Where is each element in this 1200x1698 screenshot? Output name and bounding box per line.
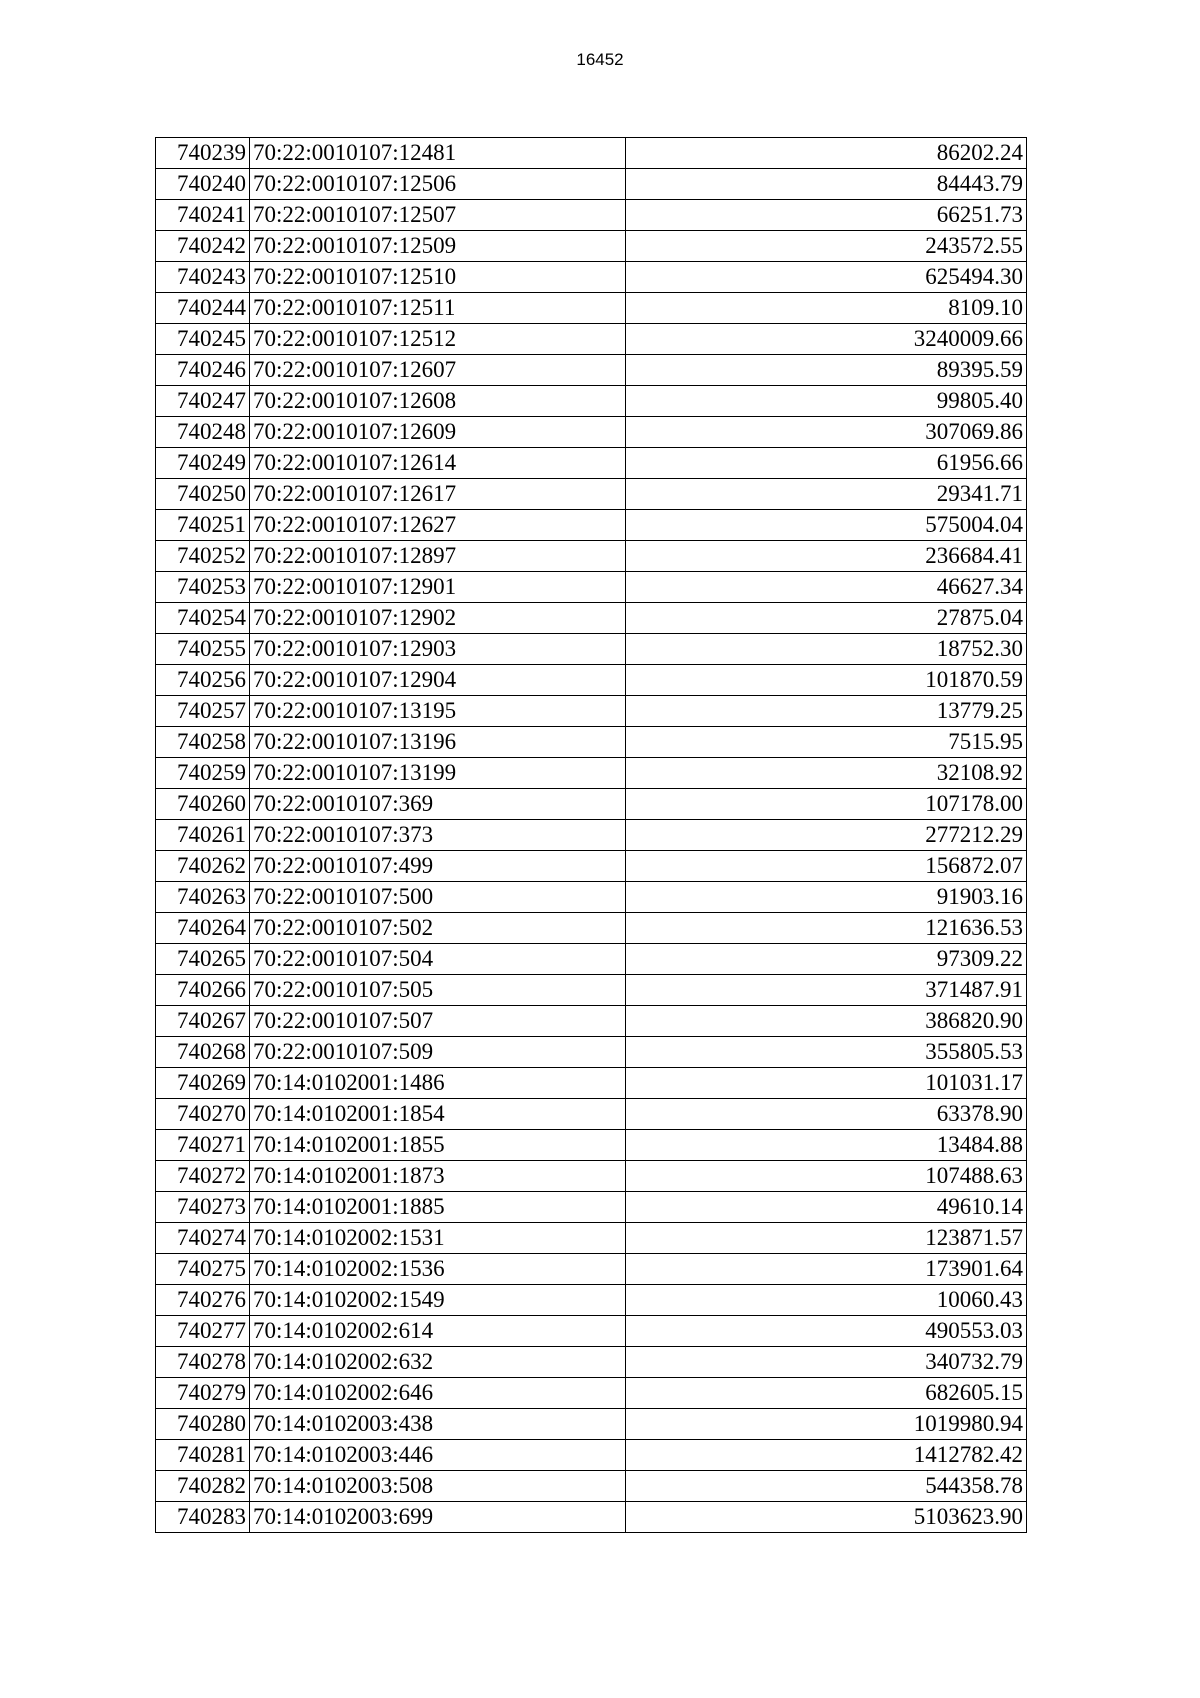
- cadastral-number-cell: 70:22:0010107:12903: [250, 634, 626, 665]
- table-row: [156, 417, 1027, 448]
- table-row: [156, 1192, 1027, 1223]
- table-row: [156, 324, 1027, 355]
- row-number-cell: 740265: [156, 944, 250, 975]
- row-number-cell: 740239: [156, 138, 250, 169]
- cadastral-number-cell: 70:14:0102001:1855: [250, 1130, 626, 1161]
- value-cell: 1412782.42: [626, 1440, 1027, 1471]
- table-row: [156, 1378, 1027, 1409]
- value-cell: 544358.78: [626, 1471, 1027, 1502]
- table-row: [156, 1037, 1027, 1068]
- row-number-cell: 740241: [156, 200, 250, 231]
- value-cell: 46627.34: [626, 572, 1027, 603]
- table-row: [156, 975, 1027, 1006]
- table-row: [156, 1440, 1027, 1471]
- row-number-cell: 740257: [156, 696, 250, 727]
- row-number-cell: 740281: [156, 1440, 250, 1471]
- value-cell: 575004.04: [626, 510, 1027, 541]
- row-number-cell: 740273: [156, 1192, 250, 1223]
- table-row: [156, 944, 1027, 975]
- cadastral-number-cell: 70:14:0102002:1531: [250, 1223, 626, 1254]
- cadastral-number-cell: 70:22:0010107:12507: [250, 200, 626, 231]
- value-cell: 236684.41: [626, 541, 1027, 572]
- row-number-cell: 740240: [156, 169, 250, 200]
- value-cell: 107488.63: [626, 1161, 1027, 1192]
- value-cell: 123871.57: [626, 1223, 1027, 1254]
- table-row: [156, 169, 1027, 200]
- cadastral-number-cell: 70:22:0010107:13199: [250, 758, 626, 789]
- cadastral-number-cell: 70:22:0010107:12627: [250, 510, 626, 541]
- table-row: [156, 479, 1027, 510]
- row-number-cell: 740250: [156, 479, 250, 510]
- cadastral-number-cell: 70:22:0010107:12607: [250, 355, 626, 386]
- cadastral-number-cell: 70:22:0010107:505: [250, 975, 626, 1006]
- table-row: [156, 262, 1027, 293]
- cadastral-number-cell: 70:14:0102003:508: [250, 1471, 626, 1502]
- value-cell: 625494.30: [626, 262, 1027, 293]
- table-row: [156, 1285, 1027, 1316]
- cadastral-number-cell: 70:22:0010107:12902: [250, 603, 626, 634]
- row-number-cell: 740263: [156, 882, 250, 913]
- table-row: [156, 789, 1027, 820]
- cadastral-number-cell: 70:14:0102001:1486: [250, 1068, 626, 1099]
- cadastral-number-cell: 70:22:0010107:12617: [250, 479, 626, 510]
- row-number-cell: 740246: [156, 355, 250, 386]
- row-number-cell: 740247: [156, 386, 250, 417]
- cadastral-number-cell: 70:14:0102002:1549: [250, 1285, 626, 1316]
- value-cell: 86202.24: [626, 138, 1027, 169]
- row-number-cell: 740270: [156, 1099, 250, 1130]
- table-body: [156, 138, 1027, 1533]
- value-cell: 13484.88: [626, 1130, 1027, 1161]
- cadastral-number-cell: 70:22:0010107:500: [250, 882, 626, 913]
- value-cell: 13779.25: [626, 696, 1027, 727]
- cadastral-number-cell: 70:22:0010107:509: [250, 1037, 626, 1068]
- value-cell: 490553.03: [626, 1316, 1027, 1347]
- cadastral-number-cell: 70:22:0010107:369: [250, 789, 626, 820]
- cadastral-number-cell: 70:14:0102003:446: [250, 1440, 626, 1471]
- value-cell: 10060.43: [626, 1285, 1027, 1316]
- row-number-cell: 740253: [156, 572, 250, 603]
- cadastral-number-cell: 70:14:0102002:632: [250, 1347, 626, 1378]
- value-cell: 29341.71: [626, 479, 1027, 510]
- row-number-cell: 740252: [156, 541, 250, 572]
- row-number-cell: 740245: [156, 324, 250, 355]
- cadastral-number-cell: 70:14:0102001:1885: [250, 1192, 626, 1223]
- cadastral-number-cell: 70:22:0010107:499: [250, 851, 626, 882]
- table-row: [156, 200, 1027, 231]
- row-number-cell: 740258: [156, 727, 250, 758]
- table-row: [156, 820, 1027, 851]
- table-row: [156, 634, 1027, 665]
- row-number-cell: 740261: [156, 820, 250, 851]
- value-cell: 32108.92: [626, 758, 1027, 789]
- table-row: [156, 572, 1027, 603]
- value-cell: 99805.40: [626, 386, 1027, 417]
- row-number-cell: 740248: [156, 417, 250, 448]
- row-number-cell: 740244: [156, 293, 250, 324]
- value-cell: 156872.07: [626, 851, 1027, 882]
- row-number-cell: 740282: [156, 1471, 250, 1502]
- table-row: [156, 758, 1027, 789]
- value-cell: 3240009.66: [626, 324, 1027, 355]
- value-cell: 371487.91: [626, 975, 1027, 1006]
- row-number-cell: 740272: [156, 1161, 250, 1192]
- table-row: [156, 1254, 1027, 1285]
- cadastral-number-cell: 70:14:0102001:1873: [250, 1161, 626, 1192]
- value-cell: 355805.53: [626, 1037, 1027, 1068]
- row-number-cell: 740276: [156, 1285, 250, 1316]
- cadastral-number-cell: 70:14:0102002:646: [250, 1378, 626, 1409]
- row-number-cell: 740242: [156, 231, 250, 262]
- row-number-cell: 740271: [156, 1130, 250, 1161]
- cadastral-value-table: [155, 137, 1027, 1533]
- table-row: [156, 541, 1027, 572]
- cadastral-number-cell: 70:22:0010107:13196: [250, 727, 626, 758]
- row-number-cell: 740259: [156, 758, 250, 789]
- value-cell: 18752.30: [626, 634, 1027, 665]
- cadastral-number-cell: 70:22:0010107:12904: [250, 665, 626, 696]
- value-cell: 682605.15: [626, 1378, 1027, 1409]
- value-cell: 63378.90: [626, 1099, 1027, 1130]
- cadastral-number-cell: 70:22:0010107:12509: [250, 231, 626, 262]
- row-number-cell: 740268: [156, 1037, 250, 1068]
- table-row: [156, 355, 1027, 386]
- table-row: [156, 1471, 1027, 1502]
- value-cell: 27875.04: [626, 603, 1027, 634]
- value-cell: 91903.16: [626, 882, 1027, 913]
- row-number-cell: 740269: [156, 1068, 250, 1099]
- row-number-cell: 740249: [156, 448, 250, 479]
- row-number-cell: 740262: [156, 851, 250, 882]
- value-cell: 101031.17: [626, 1068, 1027, 1099]
- value-cell: 386820.90: [626, 1006, 1027, 1037]
- row-number-cell: 740256: [156, 665, 250, 696]
- value-cell: 61956.66: [626, 448, 1027, 479]
- table-row: [156, 1161, 1027, 1192]
- table-row: [156, 727, 1027, 758]
- cadastral-number-cell: 70:14:0102003:438: [250, 1409, 626, 1440]
- value-cell: 97309.22: [626, 944, 1027, 975]
- table-row: [156, 1409, 1027, 1440]
- value-cell: 243572.55: [626, 231, 1027, 262]
- row-number-cell: 740283: [156, 1502, 250, 1533]
- value-cell: 101870.59: [626, 665, 1027, 696]
- row-number-cell: 740274: [156, 1223, 250, 1254]
- table-row: [156, 1099, 1027, 1130]
- table-row: [156, 1068, 1027, 1099]
- table-row: [156, 510, 1027, 541]
- value-cell: 49610.14: [626, 1192, 1027, 1223]
- table-row: [156, 665, 1027, 696]
- cadastral-number-cell: 70:22:0010107:12901: [250, 572, 626, 603]
- row-number-cell: 740260: [156, 789, 250, 820]
- row-number-cell: 740266: [156, 975, 250, 1006]
- cadastral-number-cell: 70:14:0102003:699: [250, 1502, 626, 1533]
- value-cell: 277212.29: [626, 820, 1027, 851]
- table-row: [156, 1130, 1027, 1161]
- cadastral-number-cell: 70:14:0102002:1536: [250, 1254, 626, 1285]
- cadastral-number-cell: 70:22:0010107:12481: [250, 138, 626, 169]
- row-number-cell: 740275: [156, 1254, 250, 1285]
- value-cell: 89395.59: [626, 355, 1027, 386]
- row-number-cell: 740255: [156, 634, 250, 665]
- table-row: [156, 696, 1027, 727]
- cadastral-number-cell: 70:22:0010107:12506: [250, 169, 626, 200]
- value-cell: 307069.86: [626, 417, 1027, 448]
- row-number-cell: 740279: [156, 1378, 250, 1409]
- cadastral-number-cell: 70:22:0010107:12609: [250, 417, 626, 448]
- table-row: [156, 1347, 1027, 1378]
- cadastral-number-cell: 70:22:0010107:12512: [250, 324, 626, 355]
- table-row: [156, 1316, 1027, 1347]
- cadastral-number-cell: 70:22:0010107:507: [250, 1006, 626, 1037]
- table-row: [156, 386, 1027, 417]
- table-row: [156, 138, 1027, 169]
- table-row: [156, 1223, 1027, 1254]
- table-row: [156, 882, 1027, 913]
- cadastral-number-cell: 70:22:0010107:504: [250, 944, 626, 975]
- cadastral-number-cell: 70:14:0102001:1854: [250, 1099, 626, 1130]
- value-cell: 7515.95: [626, 727, 1027, 758]
- row-number-cell: 740280: [156, 1409, 250, 1440]
- row-number-cell: 740267: [156, 1006, 250, 1037]
- row-number-cell: 740264: [156, 913, 250, 944]
- table-row: [156, 231, 1027, 262]
- value-cell: 5103623.90: [626, 1502, 1027, 1533]
- row-number-cell: 740251: [156, 510, 250, 541]
- cadastral-number-cell: 70:22:0010107:13195: [250, 696, 626, 727]
- page-number: 16452: [576, 50, 624, 69]
- cadastral-number-cell: 70:22:0010107:12608: [250, 386, 626, 417]
- cadastral-number-cell: 70:22:0010107:502: [250, 913, 626, 944]
- cadastral-number-cell: 70:22:0010107:12897: [250, 541, 626, 572]
- row-number-cell: 740254: [156, 603, 250, 634]
- table-row: [156, 448, 1027, 479]
- table-row: [156, 1006, 1027, 1037]
- table-row: [156, 913, 1027, 944]
- table-row: [156, 293, 1027, 324]
- row-number-cell: 740243: [156, 262, 250, 293]
- row-number-cell: 740278: [156, 1347, 250, 1378]
- cadastral-number-cell: 70:22:0010107:373: [250, 820, 626, 851]
- value-cell: 84443.79: [626, 169, 1027, 200]
- cadastral-number-cell: 70:22:0010107:12511: [250, 293, 626, 324]
- value-cell: 340732.79: [626, 1347, 1027, 1378]
- value-cell: 66251.73: [626, 200, 1027, 231]
- value-cell: 107178.00: [626, 789, 1027, 820]
- cadastral-number-cell: 70:14:0102002:614: [250, 1316, 626, 1347]
- value-cell: 121636.53: [626, 913, 1027, 944]
- row-number-cell: 740277: [156, 1316, 250, 1347]
- cadastral-number-cell: 70:22:0010107:12614: [250, 448, 626, 479]
- value-cell: 173901.64: [626, 1254, 1027, 1285]
- cadastral-number-cell: 70:22:0010107:12510: [250, 262, 626, 293]
- table-row: [156, 851, 1027, 882]
- table-row: [156, 603, 1027, 634]
- table-row: [156, 1502, 1027, 1533]
- value-cell: 8109.10: [626, 293, 1027, 324]
- value-cell: 1019980.94: [626, 1409, 1027, 1440]
